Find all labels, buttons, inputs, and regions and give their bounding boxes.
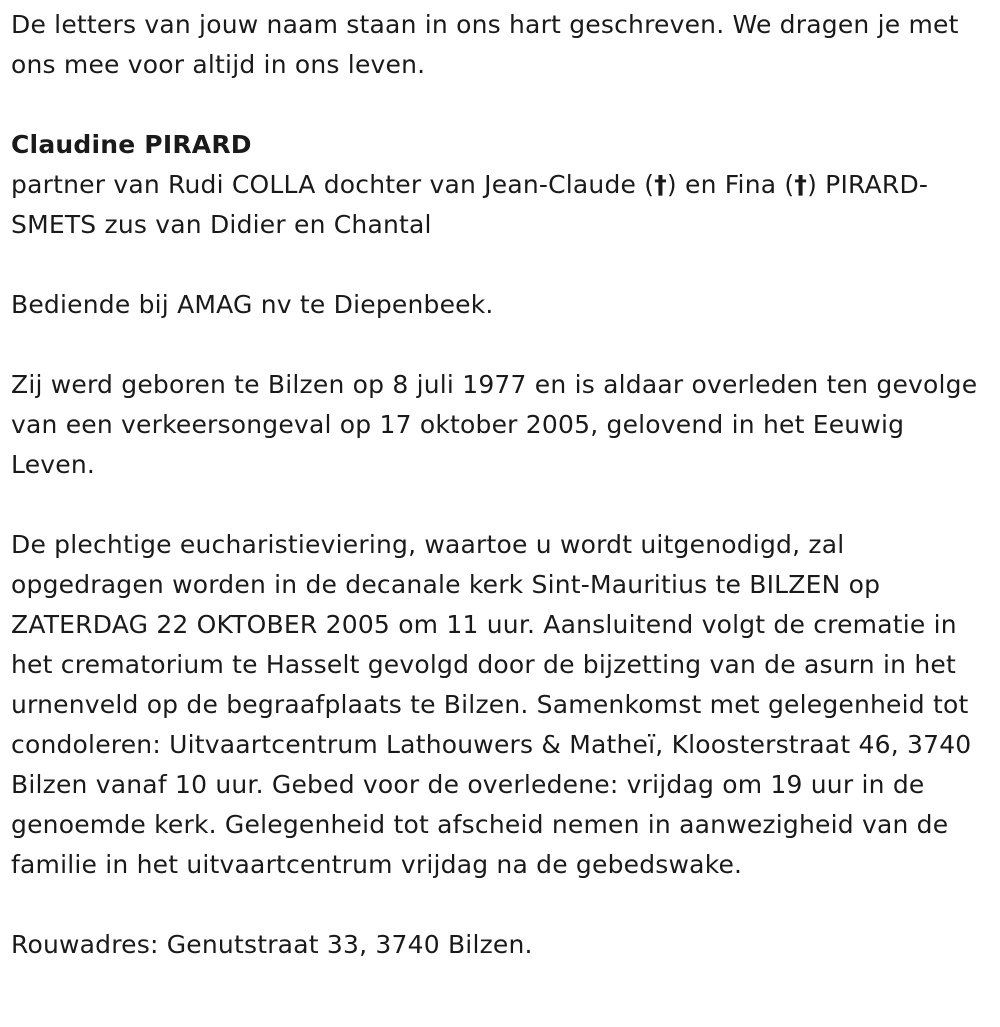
paragraph-spacer [11, 85, 991, 125]
relations-paragraph [11, 165, 991, 245]
address-paragraph: Rouwadres: Genutstraat 33, 3740 Bilzen. [11, 930, 533, 959]
obituary-text [11, 5, 991, 965]
intro-paragraph: De letters van jouw naam staan in ons hart geschreven. We dragen je met ons mee voor altijd in ons leven. [11, 10, 959, 79]
deceased-name: Claudine PIRARD [11, 130, 252, 159]
relations-text-3: ) PIRARD-SMETS zus van Didier en Chantal [11, 170, 929, 239]
cross-icon: † [654, 170, 667, 199]
occupation-paragraph: Bediende bij AMAG nv te Diepenbeek. [11, 290, 494, 319]
ceremony-paragraph: De plechtige eucharistieviering, waartoe u wordt uitgenodigd, zal opgedragen worden in de decanale kerk Sint-Mauritius te BILZEN op ZATERDAG 22 OKTOBER 2005 om 11 uur. Aansluitend volgt de crematie in het crematorium te Hasselt gevolgd door de bijzetting van de asurn in het urnenveld op de begraafplaats te Bilzen. Samenkomst met gelegenheid tot condoleren: Uitvaartcentrum Lathouwers & Matheï, Kloosterstraat 46, 3740 Bilzen vanaf 10 uur. Gebed voor de overledene: vrijdag om 19 uur in de genoemde kerk. Gelegenheid tot afscheid nemen in aanwezigheid van de familie in het uitvaartcentrum vrijdag na de gebedswake. [11, 530, 972, 879]
relations-text-1: partner van Rudi COLLA dochter van Jean-Claude ( [11, 170, 655, 199]
relations-text-2: ) en Fina ( [666, 170, 795, 199]
birth-death-paragraph: Zij werd geboren te Bilzen op 8 juli 1977 en is aldaar overleden ten gevolge van een verkeersongeval op 17 oktober 2005, gelovend in het Eeuwig Leven. [11, 370, 978, 479]
paragraph-spacer [11, 245, 991, 285]
paragraph-spacer [11, 485, 991, 525]
paragraph-spacer [11, 325, 991, 365]
paragraph-spacer [11, 885, 991, 925]
cross-icon: † [794, 170, 808, 199]
